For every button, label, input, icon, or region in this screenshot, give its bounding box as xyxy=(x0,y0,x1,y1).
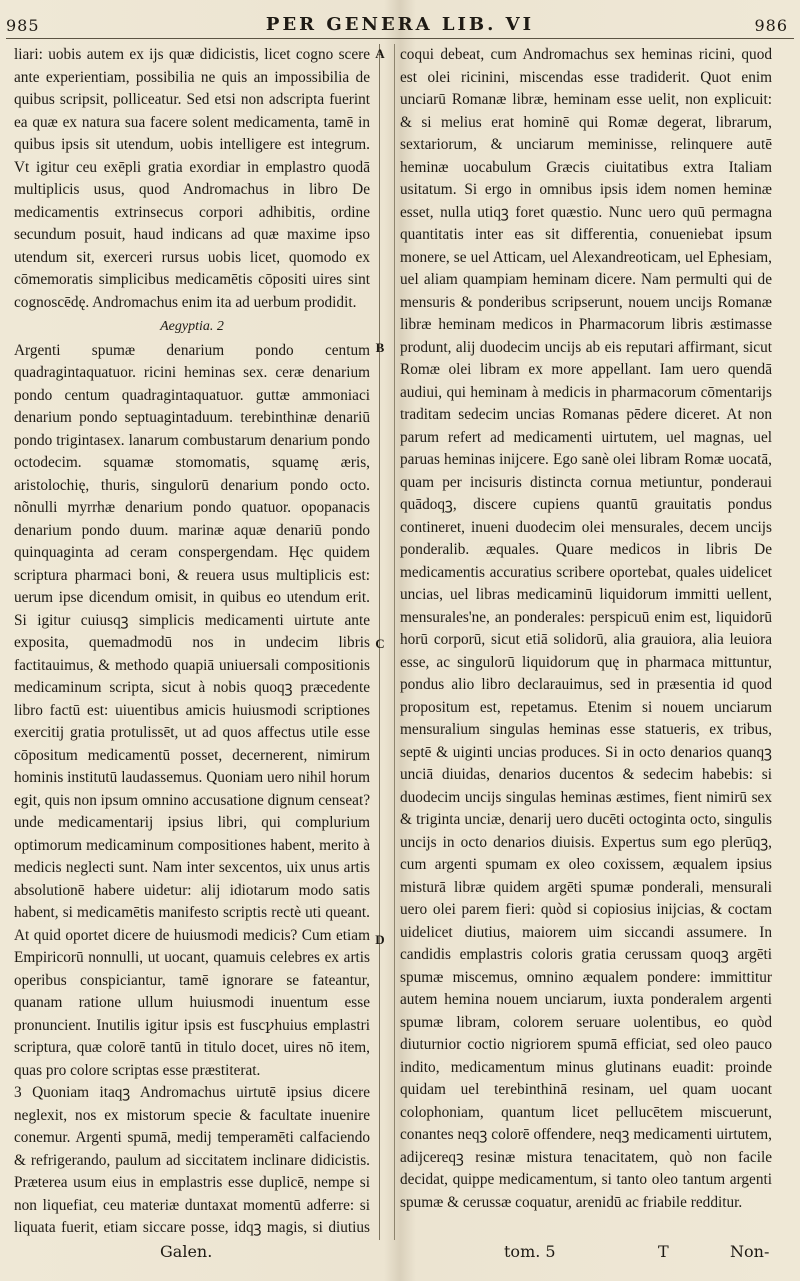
signature-mark: T xyxy=(658,1242,669,1261)
header-rule xyxy=(6,38,794,39)
paragraph-3: 3 Quoniam itaqꝫ Andromachus uirtutē ipsius dicere neglexit, nos ex mistorum specie & facultate inuenire conemur. Argenti spumā, medij temperamēti calfaciendo & refrigerando, paulum ad siccitatem inclinare didicistis. Præterea usum eius in emplastris esse duplicē, nempe si non liquefiat, ceu materiæ duntaxat momentū adferre: si liquata fuerit, etiam siccare posse, idqꝫ magis, si diutius xyxy=(14,1084,370,1236)
margin-marker-b: B xyxy=(375,340,385,355)
page-number-left: 985 xyxy=(6,16,40,35)
page-header xyxy=(0,12,800,38)
page-number-right: 986 xyxy=(754,16,788,35)
running-title: PER GENERA LIB. VI xyxy=(265,14,535,35)
margin-marker-a: A xyxy=(375,46,385,61)
right-column xyxy=(400,44,772,1240)
column-divider-inner xyxy=(394,44,395,1240)
left-column xyxy=(14,44,370,1240)
paragraph-1: liari: uobis autem ex ijs quæ didicistis, licet cogno scere ante experientiam, possibilia ne quis an impossibilia de quibus scripsit, polliceatur. Sed etsi non adscripta fuerint ea quæ ex natura sua facere solent medicamenta, tamē in quibus ipsis sit utendum, uobis intelligere est integrum. Vt igitur ceu exēpli gratia exordiar in emplastro quodā multiplicis usus, quod Andromachus in libro De medicamentis extrinsecus corpori adhibitis, ordine secundum posuit, haud indicans ad quæ maxime ipso utendum sit, exerceri rursus uobis licet, quomodo ex cōmemoratis simplicibus medicamētis cōpositi uires sint cognoscēdę. Andromachus enim ita ad uerbum prodidit. xyxy=(14,46,370,311)
paragraph-right-1: coqui debeat, cum Andromachus sex heminas ricini, quod est olei ricinini, miscendas esse tradiderit. Quot enim unciarū Romanæ libræ, heminam esse uelit, non explicuit: & si melius erat hominē qui Romæ degerat, librarum, sextariorum, & unciarum meminisse, relinquere autē heminæ uocabulum Græcis ciuitatibus extra Italiam usitatum. Si ergo in omnibus ipsis idem nomen heminæ esset, nulla utiqꝫ foret quæstio. Nunc uero quū permagna quantitatis inter eas sit differentia, conueniebat ipsum monere, se uel Atticam, uel Alexandreoticam, uel Ephesiam, uel aliam quampiam heminam dicere. Nam permulti qui de mensuris & ponderibus scripserunt, nouem uncijs Romanæ libræ heminam medicos in Pharmacorum libris æstimasse produnt, alij duodecim uncijs ab eis reputari affirmant, sicut Romæ olei libram ex more appellant. Iam uero quendā audiui, qui heminam à medicis in pharmacorum cōmentarijs traditam sedecim uncias Romanas pēdere diceret. At non parum refert ad medicamenti uirtutem, uel magnas, uel paruas heminas inijcere. Ego sanè olei libram Romæ uocatā, quam per incisuris distincta cornua metiuntur, ponderaui quādoqꝫ, discere cupiens quantū grauitatis pondus contineret, inueni duodecim olei mensurales, decem uncijs ponderalib. æquales. Quare medicos in libris De medicamentis accuratius scribere oportebat, quales uidelicet uncias, uel libras medicaminū liquidorum immitti uellent, mensurales'ne, an ponderales: perspicuū enim est, liquidorū horū corporū, sicut etiā solidorū, alia grauiora, alia leuiora esse, ac singulorū liquidorum quę in pharmaca mittuntur, pondus alio libro declarauimus, sed in præsentia id quod propositum est, repetamus. Etenim si nouem unciarum mensuralium singulas heminas esse statueris, ex tribus, septē & uiginti uncias produces. Si in octo denarios quanqꝫ unciā diuidas, denarios ducentos & sedecim habebis: si duodecim uncijs singulas heminas æstimes, fient nimirū sex & triginta unciæ, denarij uero ducēti octoginta octo, singulis uncijs in octo denarios diuisis. Expertus sum ego plerūqꝫ, cum argenti spumam ex oleo coxissem, æqualem ipsius misturā libræ quidem argēti spumæ ponderali, mensurali uero olei parem fieri: quòd si copiosius inijcias, & coctam uidelicet diutius, maiorem uim siccandi assumere. In candidis emplastris coloris gratia cerussam quoqꝫ argēti spumæ miscemus, omnino æqualem pondere: immittitur autem hemina nouem unciarum, iuxta ponderalem argenti spumæ libram, colorem seruare uolentibus, eo quòd diuturnior coctio nigriorem spumā efficiat, sed oleo pauco indito, medicamentum minus glutinans euadit: proinde quidam uel terebinthinā resinam, uel quam uocant colophoniam, quantum licet pellucētem miscuerunt, conantes neqꝫ colorē offendere, neqꝫ medicamenti uirtutem, adijcereqꝫ resinæ mistura tenacitatem, quò non facile decidat, quippe medicamentum, si tanto oleo tantum argenti spumæ & cerussæ coquatur, arenidū ac friabile redditur. xyxy=(400,46,772,1211)
margin-marker-d: D xyxy=(375,932,385,947)
paragraph-2: Argenti spumæ denarium pondo centum quadragintaquatuor. ricini heminas sex. ceræ denarium pondo centum quadragintaquatuor. guttæ ammoniaci denarium pondo septuagintaduum. terebinthinæ denariū pondo trigintasex. lanarum combustarum denarium pondo octodecim. squamæ stomomatis, squamę æris, aristolochię, thuris, singulorū denarium pondo octo. nõnulli myrrhæ denarium pondo quatuor. opopanacis denarium pondo duum. marinæ aquæ denariū pondo quinquaginta ad ceram conspergendam. Hęc quidem scriptura pharmaci boni, & reuera usus multiplicis est: uerum ipse dicendum omisit, in quibus eo utendum erit. Si igitur cuiusqꝫ simplicis medicamenti uirtute ante exposita, quemadmodū nos in undecim libris factitauimus, & methodo quapiā uniuersali compositionis medicaminum scripta, sicut à nobis quoqꝫ præcedente libro factū est: uiuentibus amicis huiusmodi scriptiones exercitij gratia protulissēt, ut ad quos affectus utile esse cōpositum medicamentū posset, decernerent, nimirum hominis institutū laudassemus. Quoniam uero nihil horum egit, quis non ipsum omnino accusatione dignum censeat? unde medicamentarij ipsius libri, qui complurium optimorum medicaminum compositiones habent, merito à medicis neglecti sunt. Nam inter sexcentos, uix unus artis absolutionē habere uidetur: alij idiotarum modo satis habent, si medicamētis manifesto scriptis rectè uti queant. At quid oportet dicere de huiusmodi medicis? Cum etiam Empiricorū nonnulli, ut uocant, quamuis celebres ex artis operibus conspiciantur, tamē ignorare se fateantur, quanam ratione ullum huiusmodi inuentum esse pronuncient. Inutilis igitur ipsis est fuscꝩhuius emplastri scriptura, quæ colorē tantū in titulo docet, uires nō item, quas pro colore scriptas esse præstiterat. xyxy=(14,341,370,1079)
margin-marker-c: C xyxy=(375,636,385,651)
catchword: Non- xyxy=(730,1242,770,1261)
section-heading: Aegyptia. 2 xyxy=(160,319,224,334)
footer-volume: tom. 5 xyxy=(504,1242,556,1261)
page-footer xyxy=(0,1242,800,1272)
footer-author: Galen. xyxy=(160,1242,213,1261)
